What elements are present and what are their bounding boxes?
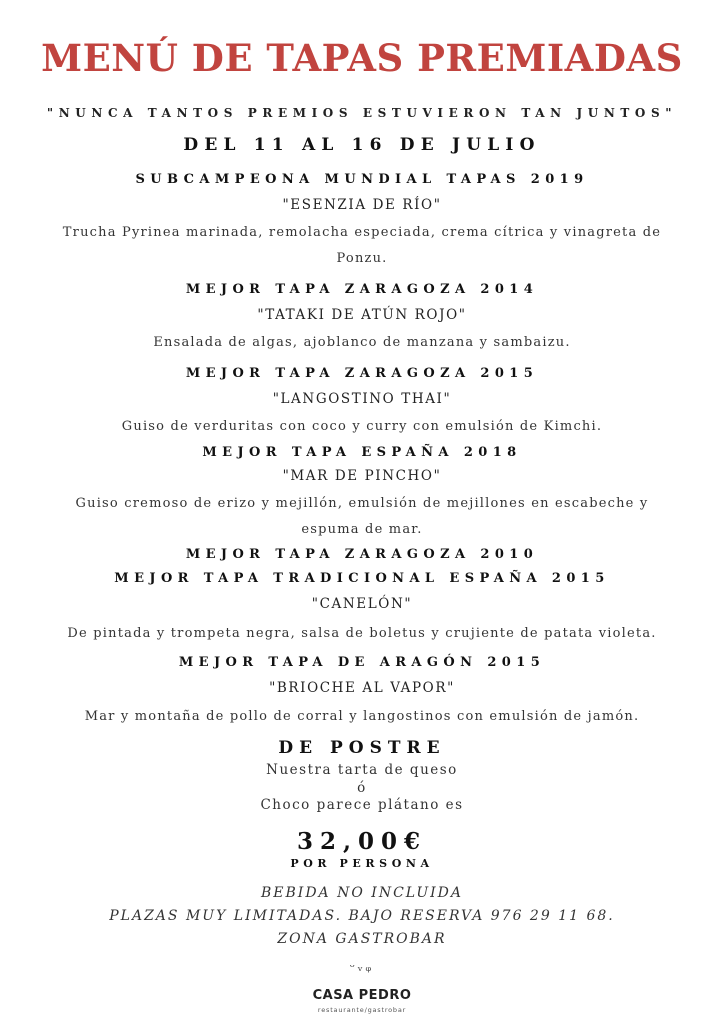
event-dates: DEL 11 AL 16 DE JULIO (183, 135, 541, 155)
tapa-dish-name: "LANGOSTINO THAI" (272, 391, 452, 407)
logo-subtitle: restaurante/gastrobar (317, 1006, 407, 1014)
tagline-quote: "NUNCA TANTOS PREMIOS ESTUVIERON TAN JUNTOS" (46, 106, 678, 120)
note-zone: ZONA GASTROBAR (277, 931, 447, 947)
tapa-description: Mar y montaña de pollo de corral y langostinos con emulsión de jamón. (84, 709, 640, 724)
tapa-description: Guiso cremoso de erizo y mejillón, emulsión de mejillones en escabeche y espuma de mar. (75, 496, 649, 537)
price-per-person: POR PERSONA (290, 857, 434, 870)
tapa-description: Guiso de verduritas con coco y curry con emulsión de Kimchi. (121, 419, 603, 434)
tapa-award: MEJOR TAPA ESPAÑA 2018 (202, 445, 522, 460)
tapa-description: Ensalada de algas, ajoblanco de manzana y sambaizu. (153, 335, 571, 350)
note-reservation: PLAZAS MUY LIMITADAS. BAJO RESERVA 976 29 11 68. (109, 908, 615, 924)
tapa-dish-name: "BRIOCHE AL VAPOR" (269, 680, 455, 696)
tapa-description: Trucha Pyrinea marinada, remolacha especiada, crema cítrica y vinagreta de Ponzu. (62, 225, 662, 266)
tapa-award: MEJOR TAPA TRADICIONAL ESPAÑA 2015 (114, 571, 610, 586)
tapa-award: MEJOR TAPA ZARAGOZA 2015 (185, 366, 539, 381)
tapa-award: MEJOR TAPA DE ARAGÓN 2015 (178, 655, 546, 670)
tapa-dish-name: "TATAKI DE ATÚN ROJO" (257, 307, 467, 323)
dessert-line: Nuestra tarta de queso (266, 762, 458, 778)
tapa-description: De pintada y trompeta negra, salsa de boletus y crujiente de patata violeta. (67, 626, 657, 641)
logo-name: CASA PEDRO (312, 988, 412, 1003)
tapa-dish-name: "CANELÓN" (311, 596, 413, 612)
menu-price: 32,00€ (296, 828, 428, 855)
logo-utensils-icon: ᵕᵥᵩ (349, 960, 375, 975)
dessert-line: ó (357, 780, 367, 796)
tapa-award: MEJOR TAPA ZARAGOZA 2014 (185, 282, 539, 297)
note-drinks: BEBIDA NO INCLUIDA (261, 885, 463, 901)
tapa-award: SUBCAMPEONA MUNDIAL TAPAS 2019 (135, 172, 589, 187)
menu-title: MENÚ DE TAPAS PREMIADAS (41, 36, 683, 80)
dessert-heading: DE POSTRE (278, 738, 446, 758)
tapa-dish-name: "ESENZIA DE RÍO" (282, 197, 442, 213)
dessert-line: Choco parece plátano es (260, 797, 464, 813)
tapa-dish-name: "MAR DE PINCHO" (282, 468, 442, 484)
tapa-award: MEJOR TAPA ZARAGOZA 2010 (185, 547, 539, 562)
